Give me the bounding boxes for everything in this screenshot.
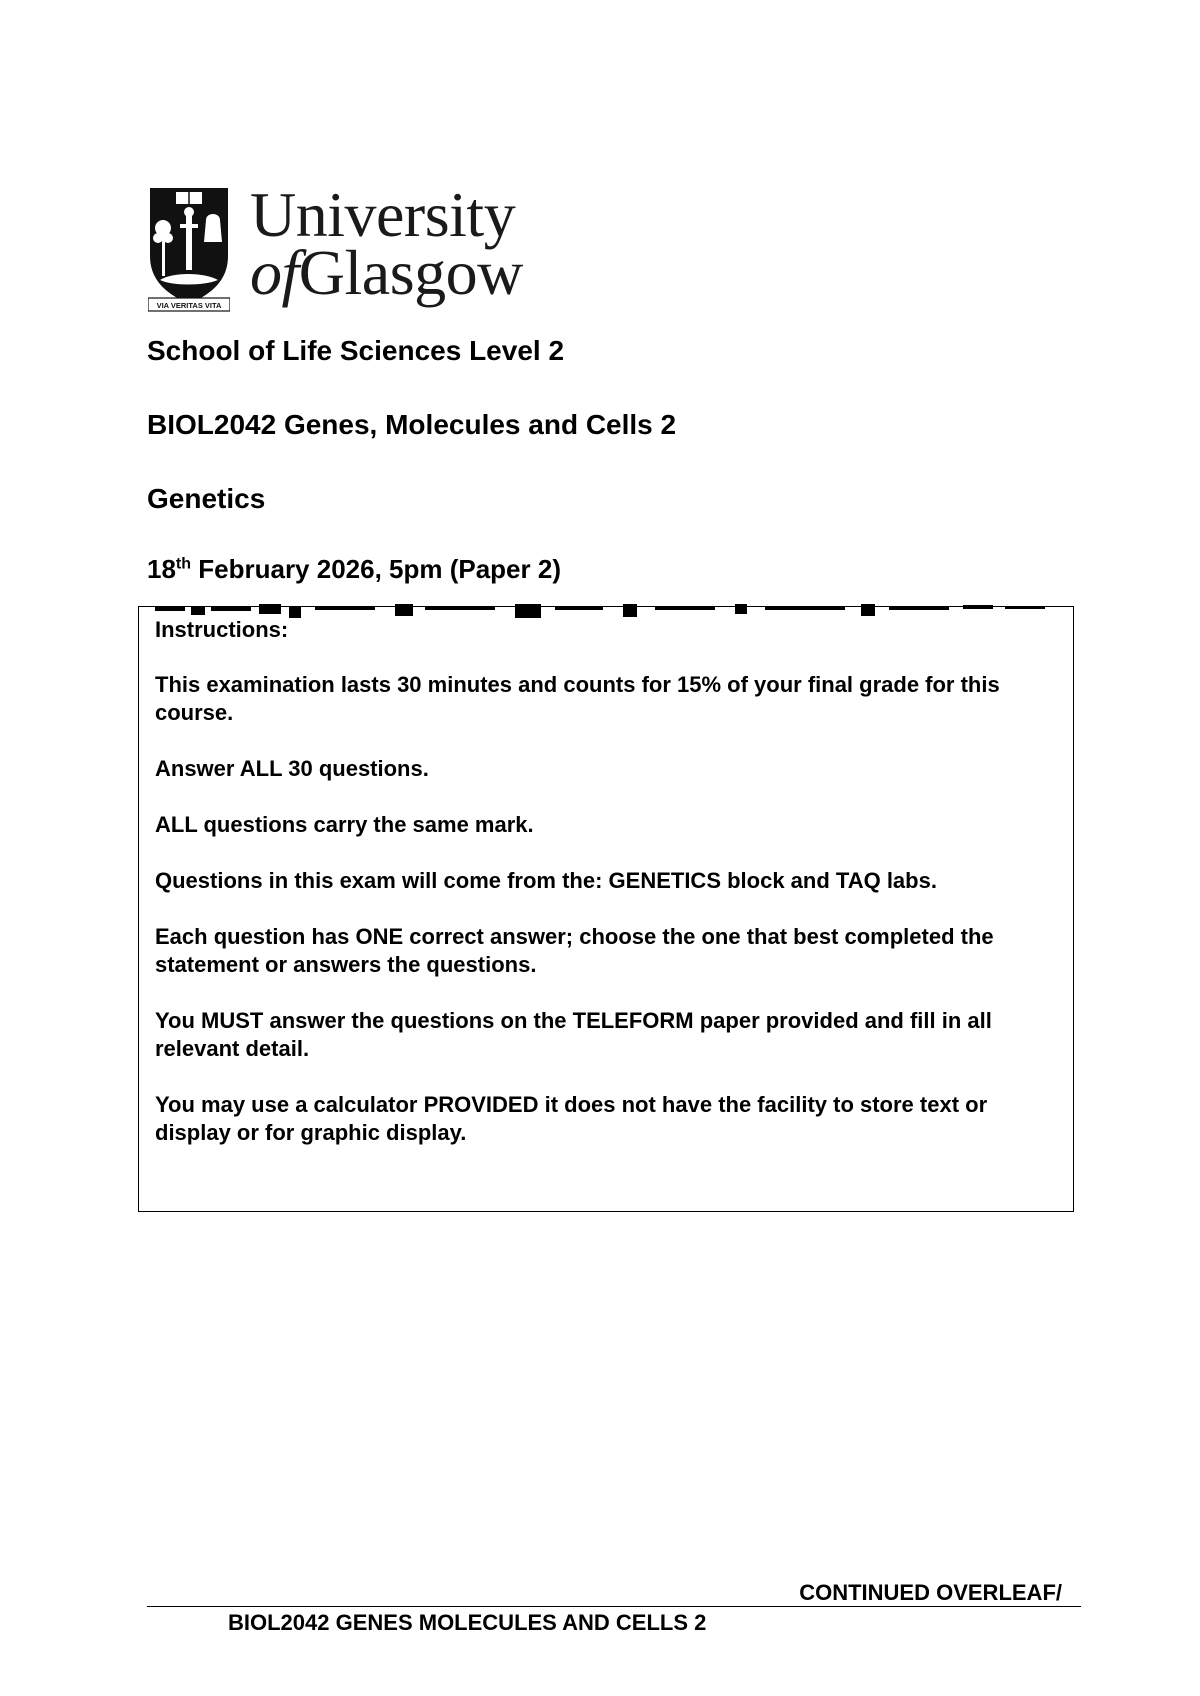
instruction-item: Answer ALL 30 questions. <box>155 756 429 781</box>
exam-date-rest: February 2026, 5pm (Paper 2) <box>191 554 561 584</box>
wordmark-university: University <box>250 179 516 250</box>
continued-overleaf: CONTINUED OVERLEAF/ <box>799 1580 1062 1605</box>
university-logo <box>148 179 568 316</box>
instruction-item: This examination lasts 30 minutes and counts for 15% of your final grade for this course. <box>155 672 1000 725</box>
crest-motto: VIA VERITAS VITA <box>156 301 222 310</box>
course-heading: BIOL2042 Genes, Molecules and Cells 2 <box>147 409 677 440</box>
exam-date <box>147 552 561 586</box>
instruction-item: ALL questions carry the same mark. <box>155 812 534 837</box>
wordmark-of-glasgow <box>250 237 523 308</box>
instruction-item: You MUST answer the questions on the TELEFORM paper provided and fill in all relevant detail. <box>155 1008 992 1061</box>
instruction-item: Questions in this exam will come from the: GENETICS block and TAQ labs. <box>155 868 937 893</box>
instructions-box <box>138 606 1074 1212</box>
wordmark-glasgow: Glasgow <box>298 237 523 308</box>
instructions-list <box>155 671 1055 1175</box>
footer-course-code: BIOL2042 GENES MOLECULES AND CELLS 2 <box>228 1610 707 1635</box>
scan-artifact <box>155 604 1055 628</box>
block-heading: Genetics <box>147 483 266 514</box>
logo-wordmark <box>250 179 523 308</box>
exam-date-day: 18 <box>147 554 176 584</box>
instruction-item: Each question has ONE correct answer; choose the one that best completed the statement or answers the questions. <box>155 924 994 977</box>
crest-icon <box>148 186 230 312</box>
exam-date-ordinal: th <box>175 555 192 573</box>
footer-divider <box>147 1606 1081 1607</box>
instruction-item: You may use a calculator PROVIDED it does not have the facility to store text or display or for graphic display. <box>155 1092 988 1145</box>
instructions-title: Instructions: <box>155 617 289 642</box>
school-heading: School of Life Sciences Level 2 <box>147 335 565 366</box>
wordmark-of: of <box>250 237 299 308</box>
